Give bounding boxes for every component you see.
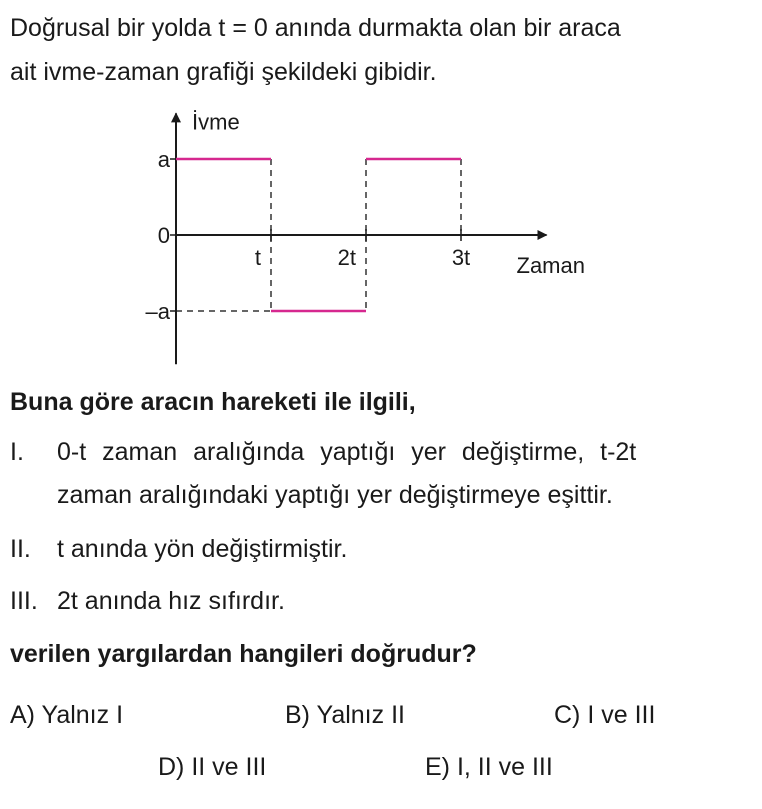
statement-1-number: I.	[10, 438, 24, 466]
intro-line-2: ait ivme-zaman grafiği şekildeki gibidir.	[10, 58, 437, 86]
statement-3-text: 2t anında hız sıfırdır.	[57, 587, 285, 615]
statement-2-number: II.	[10, 535, 31, 563]
intro-line-1: Doğrusal bir yolda t = 0 anında durmakta olan bir araca	[10, 14, 621, 42]
y-tick-label-0: a	[157, 147, 170, 172]
y-tick-label-2: –a	[145, 299, 170, 324]
option-d[interactable]: D) II ve III	[158, 753, 267, 781]
x-tick-label-t: t	[254, 245, 261, 270]
statement-1-line-1: 0-t zaman aralığında yaptığı yer değiştirme, t-2t	[57, 438, 637, 466]
statement-3-number: III.	[10, 587, 38, 615]
option-c[interactable]: C) I ve III	[554, 701, 656, 729]
statement-2-text: t anında yön değiştirmiştir.	[57, 535, 348, 563]
option-b[interactable]: B) Yalnız II	[285, 701, 405, 729]
option-a[interactable]: A) Yalnız I	[10, 701, 124, 729]
x-axis-label: Zaman	[516, 253, 585, 278]
acceleration-time-chart	[0, 98, 620, 378]
y-axis-label: İvme	[192, 109, 240, 135]
option-e[interactable]: E) I, II ve III	[425, 753, 553, 781]
x-tick-label-3t: 3t	[451, 245, 471, 270]
question-stem: Buna göre aracın hareketi ile ilgili,	[10, 388, 416, 416]
y-tick-label-1: 0	[157, 223, 170, 248]
x-tick-label-2t: 2t	[337, 245, 356, 270]
statement-1-line-2: zaman aralığındaki yaptığı yer değiştirmeye eşittir.	[57, 481, 613, 509]
question-prompt: verilen yargılardan hangileri doğrudur?	[10, 640, 477, 668]
